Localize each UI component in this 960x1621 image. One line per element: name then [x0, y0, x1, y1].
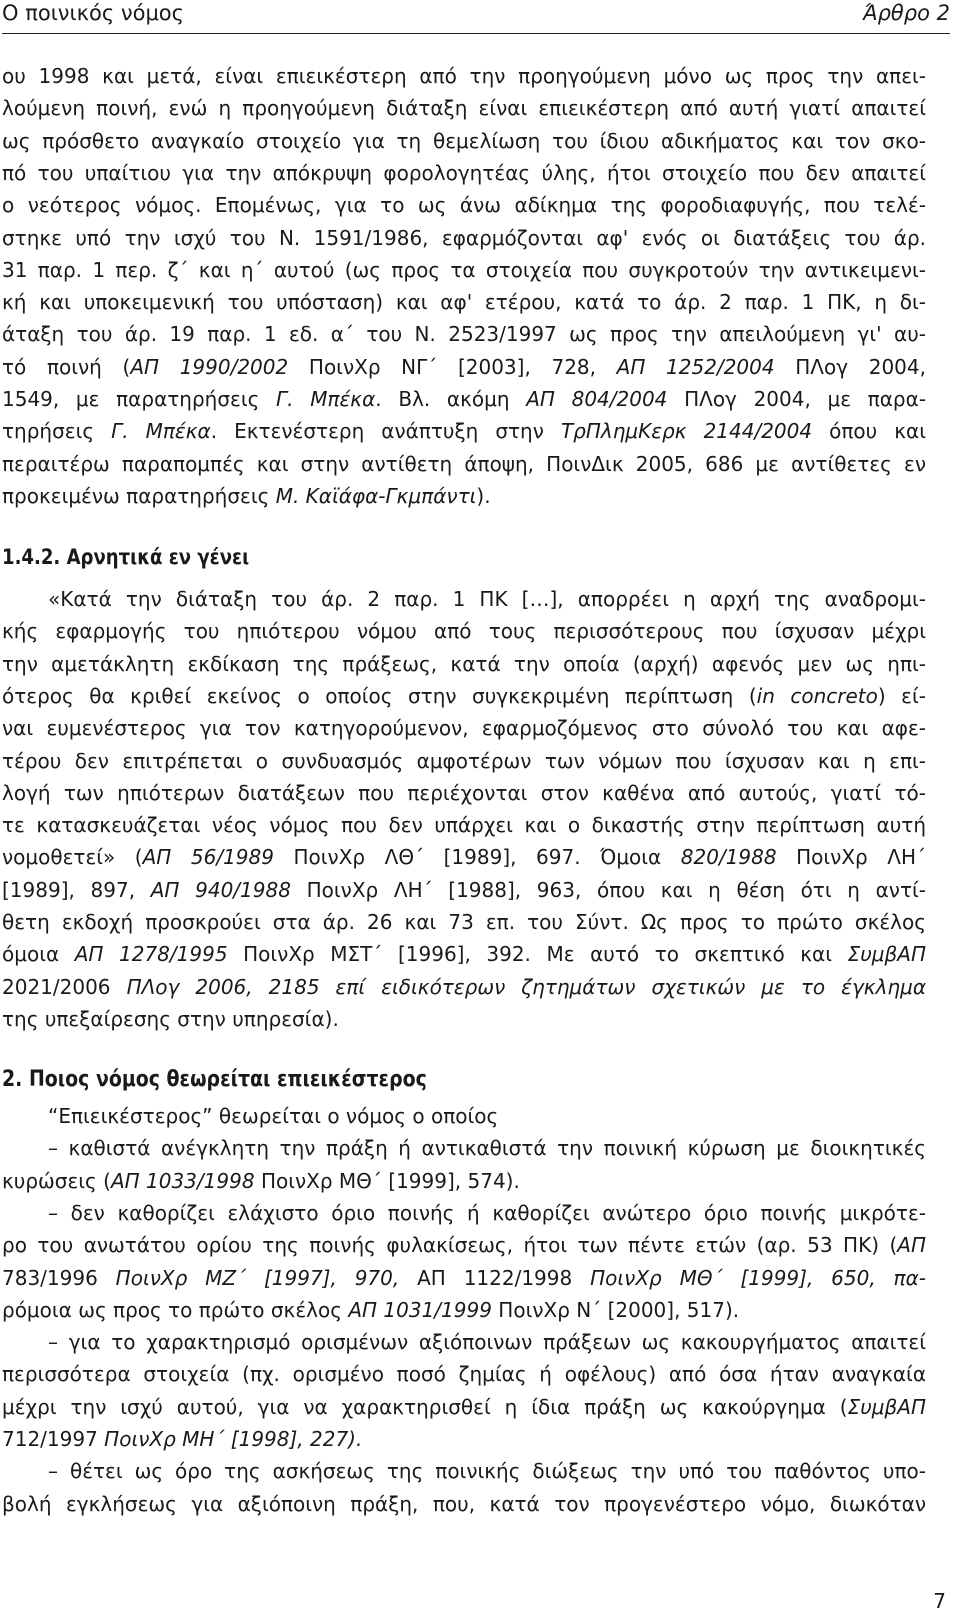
text-line: [2, 680, 926, 712]
text-line: – θέτει ως όρο της ασκήσεως της ποινικής διώξεως την υπό του παθόντος υπο-: [48, 1459, 926, 1484]
text-line: [2, 1262, 926, 1294]
citation-italic: ΑΠ 1278/1995: [74, 942, 228, 967]
text-line: [2, 1229, 926, 1261]
text-line: κή και υποκειμενική του υπόσταση) και αφ' ετέρου, κατά το άρ. 2 παρ. 1 ΠΚ, η δι-: [2, 290, 926, 315]
text-line: τε κατασκευάζεται νέος νόμος που δεν υπάρχει και ο δικαστής στην περίπτωση αυτή: [2, 813, 926, 838]
text-line: [2, 415, 926, 447]
citation-italic: ΠοινΧρ ΜΗ΄ [1998], 227).: [97, 1427, 363, 1451]
text-span: ΠοινΧρ ΝΓ΄ [2003], 728,: [288, 354, 617, 379]
text-line: λογή των ηπιότερων διατάξεων που περιέχονται στον καθένα από αυτούς, γιατί τό-: [2, 780, 926, 805]
text-span: ΠοινΧρ ΛΗ΄: [776, 845, 926, 870]
citation-italic: ΑΠ 1252/2004: [616, 354, 775, 379]
citation-italic: ΑΠ 940/1988: [150, 877, 291, 902]
citation-italic: Μ. Καϊάφα-Γκμπάντι: [275, 483, 477, 508]
text-span: 712/1997: [2, 1427, 98, 1451]
text-line: [2, 938, 926, 970]
text-span: ΑΠ 1122/1998: [417, 1265, 573, 1290]
running-header: [2, 0, 950, 28]
citation-italic: ΑΠ: [897, 1233, 926, 1258]
text-span: ΠοινΧρ ΜΣΤ΄ [1996], 392. Με αυτό το σκεπτικό και: [227, 942, 848, 967]
text-span: ).: [476, 483, 491, 508]
citation-italic: ΑΠ 804/2004: [526, 387, 668, 411]
text-span: ρόμοια ως προς το πρώτο σκέλος: [2, 1297, 349, 1322]
citation-italic: ΣυμβΑΠ: [847, 942, 926, 967]
text-line: 31 παρ. 1 περ. ζ΄ και η΄ αυτού (ως προς τα στοιχεία που συγκροτούν την αντικειμενι-: [2, 257, 926, 282]
text-line: – καθιστά ανέγκλητη την πράξη ή αντικαθιστά την ποινική κύρωση με διοικητικές: [48, 1136, 926, 1161]
citation-italic: in concreto: [756, 683, 878, 708]
text-span: προκειμένω παρατηρήσεις: [2, 483, 276, 508]
section-heading-2: 2. Ποιος νόμος θεωρείται επιεικέστερος: [2, 1067, 427, 1092]
citation-italic: Γ. Μπέκα: [111, 419, 211, 444]
text-span: ΠοινΧρ ΜΘ΄ [1999], 574).: [254, 1168, 520, 1193]
text-line: στηκε υπό την ισχύ του Ν. 1591/1986, εφαρμόζονται αφ' ενός οι διατάξεις του άρ.: [2, 225, 926, 250]
text-span: 783/1996: [2, 1265, 98, 1290]
text-line: – δεν καθορίζει ελάχιστο όριο ποινής ή καθορίζει ανώτερο όριο ποινής μικρότε-: [48, 1200, 926, 1225]
text-line: [2, 1294, 926, 1326]
text-span: ΠΛογ 2004, με παρα-: [667, 387, 927, 411]
citation-italic: 820/1988: [680, 845, 777, 870]
citation-italic: ΠοινΧρ ΜΖ΄ [1997], 970,: [97, 1265, 418, 1290]
text-line: [2, 1423, 926, 1455]
text-span: ΠοινΧρ ΛΗ΄ [1988], 963, όπου και η θέση ότι η αντί-: [290, 877, 927, 902]
text-line: [2, 1165, 926, 1197]
text-line: [2, 383, 926, 415]
text-span: 1549, με παρατηρήσεις: [2, 387, 277, 411]
text-span: όμοια: [2, 942, 75, 967]
citation-italic: Γ. Μπέκα: [276, 387, 376, 411]
citation-italic: ΠοινΧρ ΜΘ΄ [1999], 650, πα-: [572, 1265, 927, 1290]
text-line: λούμενη ποινή, ενώ η προηγούμενη διάταξη είναι επιεικέστερη από αυτή γιατί απαιτεί: [2, 96, 926, 121]
text-span: . Εκτενέστερη ανάπτυξη στην: [210, 419, 561, 444]
text-line: [2, 480, 926, 512]
text-line: [2, 1391, 926, 1423]
citation-italic: ΑΠ 1033/1998: [110, 1168, 255, 1193]
text-line: βολή εγκλήσεως για αξιόποινη πράξη, που, κατά τον προγενέστερο νόμο, διωκόταν: [2, 1491, 926, 1516]
text-span: τό ποινή (: [2, 354, 131, 379]
text-line: ναι ευμενέστερος για τον κατηγορούμενον, εφαρμοζόμενος στο σύνολό του και αφε-: [2, 716, 926, 741]
citation-italic: ΑΠ 1990/2002: [130, 354, 289, 379]
text-span: μέχρι την ισχύ αυτού, για να χαρακτηρισθεί η ίδια πράξη ως κακούργημα (: [2, 1394, 848, 1419]
text-line: [2, 971, 926, 1003]
page-number: 7: [933, 1589, 946, 1613]
text-span: ) εί-: [877, 683, 926, 708]
text-line: την αμετάκλητη εκδίκαση της πράξεως, κατά την οποία (αρχή) αφενός μεν ως ηπι-: [2, 651, 926, 676]
text-line: [2, 874, 926, 906]
text-span: ΠοινΧρ Ν΄ [2000], 517).: [491, 1297, 740, 1322]
text-line: περαιτέρω παραπομπές και στην αντίθετη άποψη, ΠοινΔικ 2005, 686 με αντίθετες εν: [2, 451, 926, 476]
text-line: – για το χαρακτηρισμό ορισμένων αξιόποινων πράξεων ως κακουργήματος απαιτεί: [48, 1330, 926, 1355]
text-span: νομοθετεί» (: [2, 845, 143, 870]
text-span: 2021/2006: [2, 974, 111, 999]
text-span: ΠοινΧρ ΛΘ΄ [1989], 697. Όμοια: [273, 845, 681, 870]
text-line: άταξη του άρ. 19 παρ. 1 εδ. α΄ του Ν. 2523/1997 ως προς την απειλούμενη γι' αυ-: [2, 322, 926, 347]
citation-italic: ΤρΠλημΚερκ 2144/2004: [560, 419, 813, 444]
running-header-article: Άρθρο 2: [863, 1, 950, 25]
running-header-title: Ο ποινικός νόμος: [2, 1, 184, 25]
text-line: [2, 351, 926, 383]
text-span: ρο του ανωτάτου ορίου της ποινής φυλακίσεως, ήτοι των πέντε ετών (αρ. 53 ΠΚ) (: [2, 1233, 898, 1258]
text-span: όπου και: [812, 419, 926, 444]
text-line: θετη εκδοχή προσκρούει στα άρ. 26 και 73 επ. του Σύντ. Ως προς το πρώτο σκέλος: [2, 910, 926, 934]
text-span: . Βλ. ακόμη: [375, 387, 527, 411]
text-line: «Κατά την διάταξη του άρ. 2 παρ. 1 ΠΚ […], απορρέει η αρχή της αναδρομι-: [48, 587, 926, 611]
text-line: της υπεξαίρεσης στην υπηρεσία).: [2, 1006, 339, 1031]
citation-italic: ΑΠ 56/1989: [142, 845, 274, 870]
text-line: κής εφαρμογής του ηπιότερου νόμου από τους περισσότερους που ίσχυσαν μέχρι: [2, 619, 926, 644]
citation-italic: ΠΛογ 2006, 2185 επί ειδικότερων ζητημάτων σχετικών με το έγκλημα: [110, 974, 926, 999]
text-line: ο νεότερος νόμος. Επομένως, για το ως άνω αδίκημα της φοροδιαφυγής, που τελέ-: [2, 193, 926, 218]
text-line: [2, 841, 926, 873]
text-line: ως πρόσθετο αναγκαίο στοιχείο για τη θεμελίωση του ίδιου αδικήματος και τον σκο-: [2, 128, 926, 153]
text-span: κυρώσεις (: [2, 1168, 111, 1193]
text-line: “Επιεικέστερος” θεωρείται ο νόμος ο οποίος: [48, 1104, 499, 1128]
text-line: τέρου δεν επιτρέπεται ο συνδυασμός αμφοτέρων των νόμων που ίσχυσαν και η επι-: [2, 748, 926, 773]
citation-italic: ΑΠ 1031/1999: [348, 1297, 492, 1322]
section-heading-1-4-2: 1.4.2. Αρνητικά εν γένει: [2, 545, 250, 569]
text-line: περισσότερα στοιχεία (πχ. ορισμένο ποσό ζημίας ή οφέλους) από όσα ήταν αναγκαία: [2, 1362, 926, 1387]
text-line: πό του υπαίτιου για την απόκρυψη φορολογητέας ύλης, ήτοι στοιχείο που δεν απαιτεί: [2, 160, 926, 185]
text-span: [1989], 897,: [2, 877, 151, 902]
header-rule: [2, 33, 950, 34]
text-span: ότερος θα κριθεί εκείνος ο οποίος στην συγκεκριμένη περίπτωση (: [2, 683, 757, 708]
citation-italic: ΣυμβΑΠ: [847, 1394, 926, 1419]
text-line: ου 1998 και μετά, είναι επιεικέστερη από την προηγούμενη μόνο ως προς την απει-: [2, 64, 926, 88]
text-span: τηρήσεις: [2, 419, 112, 444]
text-span: ΠΛογ 2004,: [774, 354, 926, 379]
